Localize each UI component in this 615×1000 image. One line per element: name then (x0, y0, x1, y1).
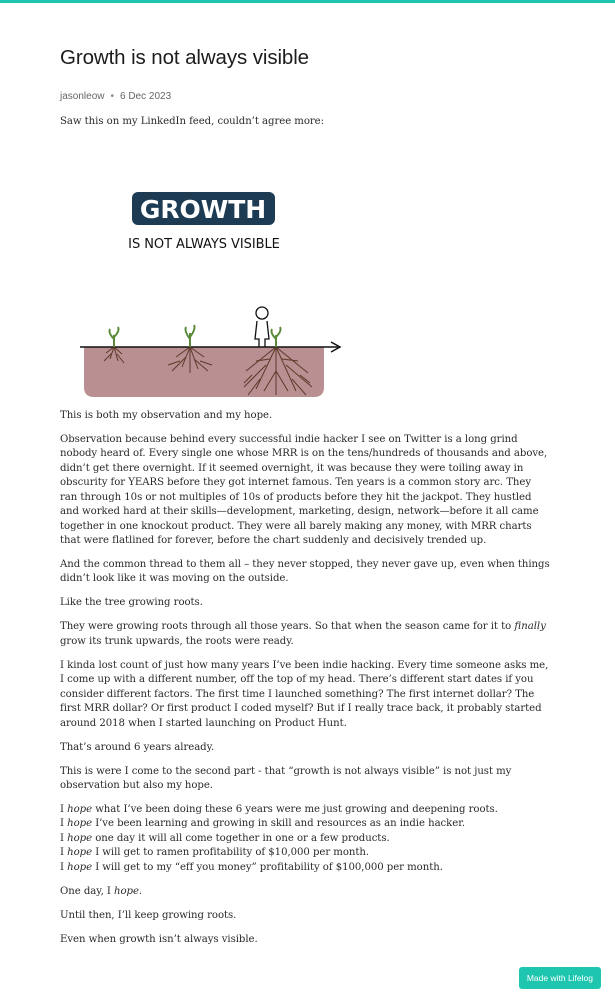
banner-heading: GROWTH (139, 194, 267, 224)
sprout-medium (186, 325, 195, 347)
paragraph-6: I kinda lost count of just how many years I’ve been indie hacking. Every time someone asks me, I come up with a different number, off the top of my head. There’s different start dates if you consider different factors. The first time I launched something? The first internet dollar? The first MRR dollar? Or first product I coded myself? But if I really trace back, it probably started around 2018 when I started launching on Product Hunt. (60, 659, 549, 729)
hope-list (60, 803, 550, 875)
post-meta (60, 91, 171, 102)
article-body (60, 115, 550, 957)
paragraph-8: This is were I come to the second part - that “growth is not always visible” is not just my observation but also my hope. (60, 765, 512, 791)
soil-block (84, 347, 324, 397)
hope-line: I hope I will get to my “eff you money” profitability of $100,000 per month. (60, 861, 443, 873)
person-head (256, 307, 268, 319)
emphasis-finally: finally (514, 621, 546, 633)
growth-illustration (60, 139, 550, 409)
paragraph-5: They were growing roots through all those years. So that when the season came for it to finally grow its trunk upwards, the roots were ready. (60, 621, 546, 647)
made-with-lifelog-badge[interactable]: Made with Lifelog (519, 967, 601, 989)
person-body (255, 321, 269, 347)
post-date: 6 Dec 2023 (120, 91, 172, 102)
paragraph-3: And the common thread to them all – they never stopped, they never gave up, even when things didn’t look like it was moving on the outside. (60, 559, 550, 585)
paragraph-11: Even when growth isn’t always visible. (60, 933, 258, 945)
page-title: Growth is not always visible (60, 46, 309, 69)
top-accent-bar (0, 0, 615, 3)
hope-line: I hope one day it will all come together in one or a few products. (60, 832, 390, 844)
paragraph-9: One day, I hope. (60, 885, 143, 897)
hope-line: I hope I’ve been learning and growing in skill and resources as an indie hacker. (60, 818, 466, 830)
growth-illustration-svg (60, 139, 360, 409)
hope-line: I hope I will get to ramen profitability of $10,000 per month. (60, 847, 370, 859)
paragraph-7: That’s around 6 years already. (60, 741, 215, 753)
paragraph-intro: Saw this on my LinkedIn feed, couldn’t agree more: (60, 116, 324, 127)
author-link[interactable]: jasonleow (60, 91, 105, 102)
sprout-small (110, 327, 119, 347)
separator-dot: • (110, 91, 114, 102)
banner-subheading: IS NOT ALWAYS VISIBLE (128, 236, 280, 252)
paragraph-1: This is both my observation and my hope. (60, 409, 273, 421)
emphasis-hope: hope (114, 885, 139, 897)
sprout-large (272, 327, 281, 347)
paragraph-2: Observation because behind every successful indie hacker I see on Twitter is a long grind nobody heard of. Every single one whose MRR is on the tens/hundreds of thousands and above, didn’t get there overnight. If it seemed overnight, it was because they were toiling away in obscurity for YEARS before they got internet famous. Ten years is a common story arc. They ran through 10s or not multiples of 10s of products before they hit the jackpot. They hustled and worked hard at their skills—development, marketing, design, network—before it all came together in one knockout product. They were all barely making any money, with MRR charts that were flatlined for forever, before the chart suddenly and decisively trended up. (60, 433, 548, 547)
hope-line: I hope what I’ve been doing these 6 years were me just growing and deepening roots. (60, 803, 498, 815)
paragraph-4: Like the tree growing roots. (60, 597, 203, 609)
paragraph-10: Until then, I’ll keep growing roots. (60, 909, 237, 921)
